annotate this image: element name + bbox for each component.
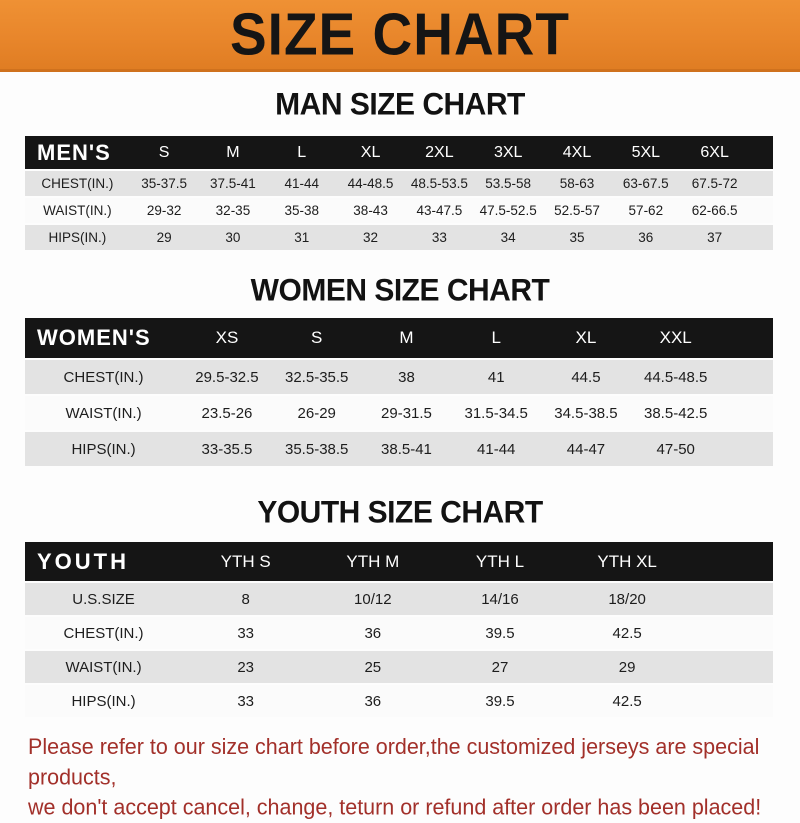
order-notice (28, 732, 772, 822)
column-header-cell: L (451, 318, 541, 358)
size-value-cell: 36 (309, 685, 436, 717)
size-value-cell: 41 (451, 360, 541, 394)
men-hips-row (25, 225, 773, 250)
size-value-cell: 35.5-38.5 (272, 432, 362, 466)
men-size-table (25, 134, 773, 252)
size-value-cell: 32 (336, 225, 405, 250)
column-header-cell: XXL (631, 318, 721, 358)
size-value-cell: 37 (680, 225, 749, 250)
order-notice-line1: Please refer to our size chart before order,the customized jerseys are special products, (28, 734, 760, 790)
size-value-cell: 23 (182, 651, 309, 683)
men-size-section (0, 88, 800, 252)
women-size-section (0, 274, 800, 468)
youth-waist-row (25, 651, 773, 683)
size-value-cell: 10/12 (309, 583, 436, 615)
column-header-cell: L (267, 136, 336, 169)
size-value-cell: 35-38 (267, 198, 336, 223)
size-value-cell: 41-44 (451, 432, 541, 466)
size-value-cell: 31.5-34.5 (451, 396, 541, 430)
row-label-cell: CHEST(IN.) (25, 617, 182, 649)
size-value-cell: 38.5-41 (362, 432, 452, 466)
size-value-cell: 27 (436, 651, 563, 683)
men-waist-row (25, 198, 773, 223)
row-label-cell: WAIST(IN.) (25, 396, 182, 430)
size-value-cell: 34 (474, 225, 543, 250)
row-label-cell: WAIST(IN.) (25, 198, 130, 223)
size-value-cell: 14/16 (436, 583, 563, 615)
size-value-cell: 37.5-41 (199, 171, 268, 196)
youth-header-row (25, 542, 773, 581)
size-value-cell: 29-31.5 (362, 396, 452, 430)
size-chart-banner (0, 0, 800, 72)
size-value-cell: 42.5 (564, 685, 691, 717)
spacer-cell (749, 136, 773, 169)
row-label-cell: HIPS(IN.) (25, 685, 182, 717)
size-value-cell: 33 (182, 617, 309, 649)
women-size-table (25, 316, 773, 468)
row-label-cell: U.S.SIZE (25, 583, 182, 615)
size-value-cell: 36 (309, 617, 436, 649)
column-header-cell: 3XL (474, 136, 543, 169)
size-value-cell: 63-67.5 (611, 171, 680, 196)
size-value-cell: 47-50 (631, 432, 721, 466)
column-header-cell: 4XL (543, 136, 612, 169)
size-value-cell: 48.5-53.5 (405, 171, 474, 196)
spacer-cell (749, 225, 773, 250)
size-value-cell: 57-62 (611, 198, 680, 223)
size-value-cell: 23.5-26 (182, 396, 272, 430)
youth-size-section (0, 496, 800, 719)
spacer-cell (749, 198, 773, 223)
row-label-cell: CHEST(IN.) (25, 360, 182, 394)
youth-size-table (25, 540, 773, 719)
column-header-cell: 5XL (611, 136, 680, 169)
spacer-cell (691, 583, 773, 615)
row-label-cell: CHEST(IN.) (25, 171, 130, 196)
size-value-cell: 44.5-48.5 (631, 360, 721, 394)
spacer-cell (721, 360, 773, 394)
column-header-cell: S (272, 318, 362, 358)
row-label-cell: HIPS(IN.) (25, 225, 130, 250)
size-value-cell: 47.5-52.5 (474, 198, 543, 223)
size-value-cell: 38.5-42.5 (631, 396, 721, 430)
column-header-cell: YTH L (436, 542, 563, 581)
order-notice-line2: we don't accept cancel, change, teturn or refund after order has been placed! (28, 794, 762, 820)
size-value-cell: 29 (130, 225, 199, 250)
size-value-cell: 39.5 (436, 685, 563, 717)
size-value-cell: 33 (405, 225, 474, 250)
size-value-cell: 39.5 (436, 617, 563, 649)
size-value-cell: 44-48.5 (336, 171, 405, 196)
spacer-cell (691, 542, 773, 581)
spacer-cell (691, 685, 773, 717)
men-size-chart-heading: MAN SIZE CHART (275, 87, 525, 122)
column-header-cell: M (199, 136, 268, 169)
size-value-cell: 26-29 (272, 396, 362, 430)
size-value-cell: 52.5-57 (543, 198, 612, 223)
size-value-cell: 30 (199, 225, 268, 250)
column-header-cell: XL (541, 318, 631, 358)
column-header-cell: YTH XL (564, 542, 691, 581)
size-value-cell: 44.5 (541, 360, 631, 394)
size-value-cell: 35-37.5 (130, 171, 199, 196)
size-value-cell: 25 (309, 651, 436, 683)
column-header-cell: S (130, 136, 199, 169)
column-header-cell: XL (336, 136, 405, 169)
spacer-cell (749, 171, 773, 196)
size-value-cell: 32-35 (199, 198, 268, 223)
size-value-cell: 36 (611, 225, 680, 250)
spacer-cell (721, 396, 773, 430)
size-value-cell: 18/20 (564, 583, 691, 615)
women-header-row (25, 318, 773, 358)
size-value-cell: 62-66.5 (680, 198, 749, 223)
women-hips-row (25, 432, 773, 466)
youth-hips-row (25, 685, 773, 717)
column-header-cell: 6XL (680, 136, 749, 169)
size-value-cell: 34.5-38.5 (541, 396, 631, 430)
spacer-cell (721, 318, 773, 358)
size-value-cell: 41-44 (267, 171, 336, 196)
women-chest-row (25, 360, 773, 394)
size-value-cell: 31 (267, 225, 336, 250)
size-value-cell: 35 (543, 225, 612, 250)
size-value-cell: 38-43 (336, 198, 405, 223)
size-value-cell: 44-47 (541, 432, 631, 466)
size-value-cell: 42.5 (564, 617, 691, 649)
row-label-cell: HIPS(IN.) (25, 432, 182, 466)
column-header-cell: YTH S (182, 542, 309, 581)
size-value-cell: 33 (182, 685, 309, 717)
size-chart-title: SIZE CHART (230, 0, 570, 68)
size-value-cell: 32.5-35.5 (272, 360, 362, 394)
size-value-cell: 38 (362, 360, 452, 394)
size-value-cell: 29 (564, 651, 691, 683)
youth-table-label: YOUTH (25, 542, 182, 581)
spacer-cell (691, 651, 773, 683)
youth-size-chart-heading: YOUTH SIZE CHART (257, 495, 543, 530)
size-value-cell: 29.5-32.5 (182, 360, 272, 394)
size-value-cell: 33-35.5 (182, 432, 272, 466)
men-chest-row (25, 171, 773, 196)
youth-chest-row (25, 617, 773, 649)
women-table-label: WOMEN'S (25, 318, 182, 358)
men-header-row (25, 136, 773, 169)
size-value-cell: 67.5-72 (680, 171, 749, 196)
youth-ussize-row (25, 583, 773, 615)
column-header-cell: YTH M (309, 542, 436, 581)
size-value-cell: 8 (182, 583, 309, 615)
size-value-cell: 29-32 (130, 198, 199, 223)
spacer-cell (721, 432, 773, 466)
size-value-cell: 58-63 (543, 171, 612, 196)
men-table-label: MEN'S (25, 136, 130, 169)
column-header-cell: 2XL (405, 136, 474, 169)
women-waist-row (25, 396, 773, 430)
size-value-cell: 43-47.5 (405, 198, 474, 223)
column-header-cell: M (362, 318, 452, 358)
column-header-cell: XS (182, 318, 272, 358)
row-label-cell: WAIST(IN.) (25, 651, 182, 683)
size-value-cell: 53.5-58 (474, 171, 543, 196)
women-size-chart-heading: WOMEN SIZE CHART (250, 273, 550, 308)
spacer-cell (691, 617, 773, 649)
